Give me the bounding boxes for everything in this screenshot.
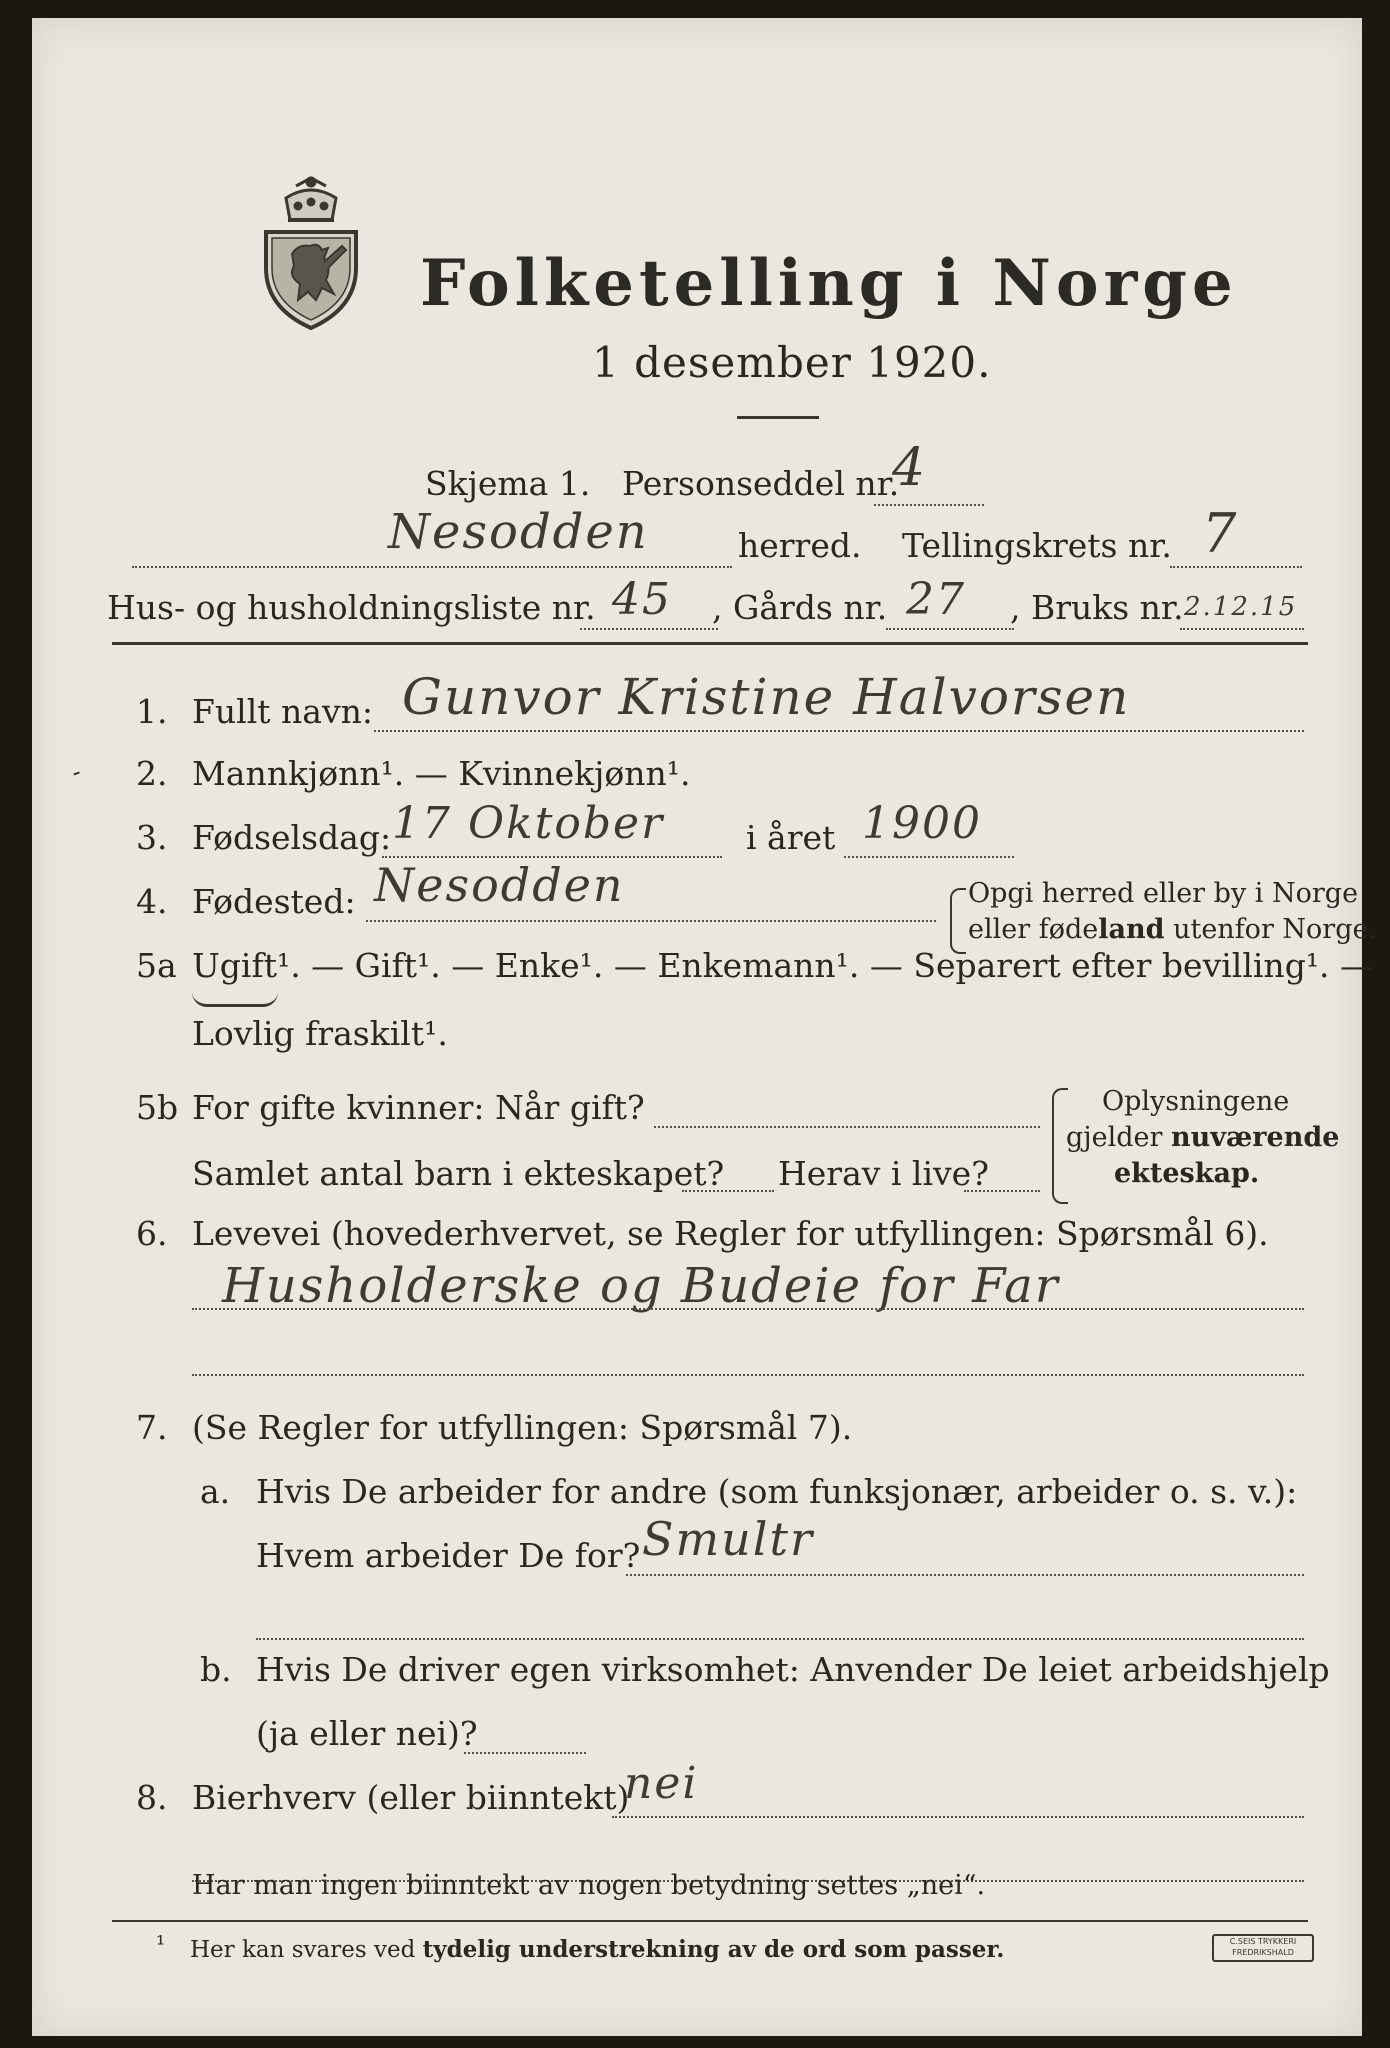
q3-year-label: i året [746,818,836,857]
q5a-marital-options-cont: Lovlig fraskilt¹. [192,1014,448,1053]
q6-field-line-2 [192,1374,1304,1376]
personseddel-field-line [874,504,984,506]
census-form-page [32,18,1378,2036]
footnote-text: Her kan svares ved tydelig understrekning av de ord som passer. [190,1936,1005,1963]
q4-note-line-1: Opgi herred eller by i Norge [968,878,1359,909]
q7a-field-line-2 [256,1638,1304,1640]
q7-number: 7. [136,1408,168,1447]
bruks-label: , Bruks nr. [1010,588,1184,627]
q5b-alive-label: Herav i live? [778,1154,989,1193]
gards-value[interactable]: 27 [906,574,966,625]
q5b-alive-field-line [964,1190,1040,1192]
q7-label: (Se Regler for utfyllingen: Spørsmål 7). [192,1408,853,1447]
personseddel-label: Personseddel nr. [622,464,900,503]
q4-note-bracket [950,888,966,954]
footnote-mark: ¹ [156,1932,166,1958]
coat-of-arms-icon [258,176,364,331]
form-date: 1 desember 1920. [592,338,992,387]
q5b-note-line-3: ekteskap. [1114,1158,1260,1189]
q5b-note-line-2: gjelder nuværende [1066,1122,1340,1153]
tellingskrets-label: Tellingskrets nr. [902,526,1172,565]
q3-year-value[interactable]: 1900 [862,798,982,849]
q8-number: 8. [136,1778,168,1817]
q6-label: Levevei (hovederhvervet, se Regler for utfyllingen: Spørsmål 6). [192,1214,1269,1253]
q7a-label: Hvis De arbeider for andre (som funksjonær, arbeider o. s. v.): [256,1472,1298,1511]
q5b-children-field-line [682,1190,774,1192]
q7b-yes-no-field-line [464,1752,586,1754]
q7b-yes-no-label: (ja eller nei)? [256,1714,478,1753]
header-separator [112,642,1308,645]
q3-label: Fødselsdag: [192,818,392,857]
q4-label: Fødested: [192,882,356,921]
tellingskrets-value[interactable]: 7 [1202,502,1239,565]
q3-birthday-value[interactable]: 17 Oktober [392,798,665,849]
q2-number: 2. [136,754,168,793]
q1-number: 1. [136,692,168,731]
q2-gender-options: Mannkjønn¹. — Kvinnekjønn¹. [192,754,691,793]
q5a-ugift-underline-mark [192,992,278,1007]
herred-field-line [132,566,732,568]
gards-field-line [886,628,1014,630]
q4-birthplace-value[interactable]: Nesodden [374,858,625,912]
q5b-when-married-field-line [654,1126,1040,1128]
q5a-number: 5a [136,946,177,985]
q5b-note-line-1: Oplysningene [1102,1086,1290,1117]
q5b-when-married-label: For gifte kvinner: Når gift? [192,1088,645,1127]
gards-label: , Gårds nr. [712,588,888,627]
form-title: Folketelling i Norge [420,246,1238,321]
q7a-employer-value[interactable]: Smultr [642,1512,814,1566]
q6-occupation-value[interactable]: Husholderske og Budeie for Far [222,1258,1060,1314]
printer-stamp: C.SEIS TRYKKERI FREDRIKSHALD [1212,1934,1314,1962]
q7a-employer-field-line [626,1574,1304,1576]
q3-number: 3. [136,818,168,857]
q7b-label: Hvis De driver egen virksomhet: Anvender De leiet arbeidshjelp [256,1650,1330,1689]
hus-label: Hus- og husholdningsliste nr. [107,588,596,627]
hus-field-line [580,628,718,630]
personseddel-value[interactable]: 4 [892,438,928,498]
q1-label: Fullt navn: [192,692,373,731]
q8-field-line [612,1816,1304,1818]
q4-note-line-2: eller fødeland utenfor Norge. [968,914,1378,945]
q7a-employer-label: Hvem arbeider De for? [256,1536,641,1575]
income-note: Har man ingen biinntekt av nogen betydning settes „nei“. [192,1870,986,1901]
q1-field-line [374,730,1304,732]
herred-label: herred. [738,526,862,565]
title-divider [737,416,819,419]
q8-side-income-value[interactable]: nei [624,1758,699,1809]
bruks-value[interactable]: 2.12.15 [1184,592,1298,622]
q6-field-line-1 [192,1308,1304,1310]
herred-value[interactable]: Nesodden [388,504,649,560]
q8-label: Bierhverv (eller biinntekt) [192,1778,630,1817]
q4-number: 4. [136,882,168,921]
q5b-children-label: Samlet antal barn i ekteskapet? [192,1154,725,1193]
hus-value[interactable]: 45 [612,574,672,625]
tellingskrets-field-line [1170,566,1302,568]
q6-number: 6. [136,1214,168,1253]
q7a-letter: a. [200,1472,231,1511]
q7b-letter: b. [200,1650,232,1689]
skjema-label: Skjema 1. [425,464,591,503]
q5a-marital-options: Ugift¹. — Gift¹. — Enke¹. — Enkemann¹. — Separert efter bevilling¹. — [192,946,1374,985]
q4-field-line [366,920,936,922]
q1-full-name-value[interactable]: Gunvor Kristine Halvorsen [402,668,1131,726]
q5b-number: 5b [136,1088,179,1127]
footnote-separator [112,1920,1308,1922]
bruks-field-line [1180,628,1304,630]
stray-mark: - [67,757,85,787]
q3-year-field-line [844,856,1014,858]
